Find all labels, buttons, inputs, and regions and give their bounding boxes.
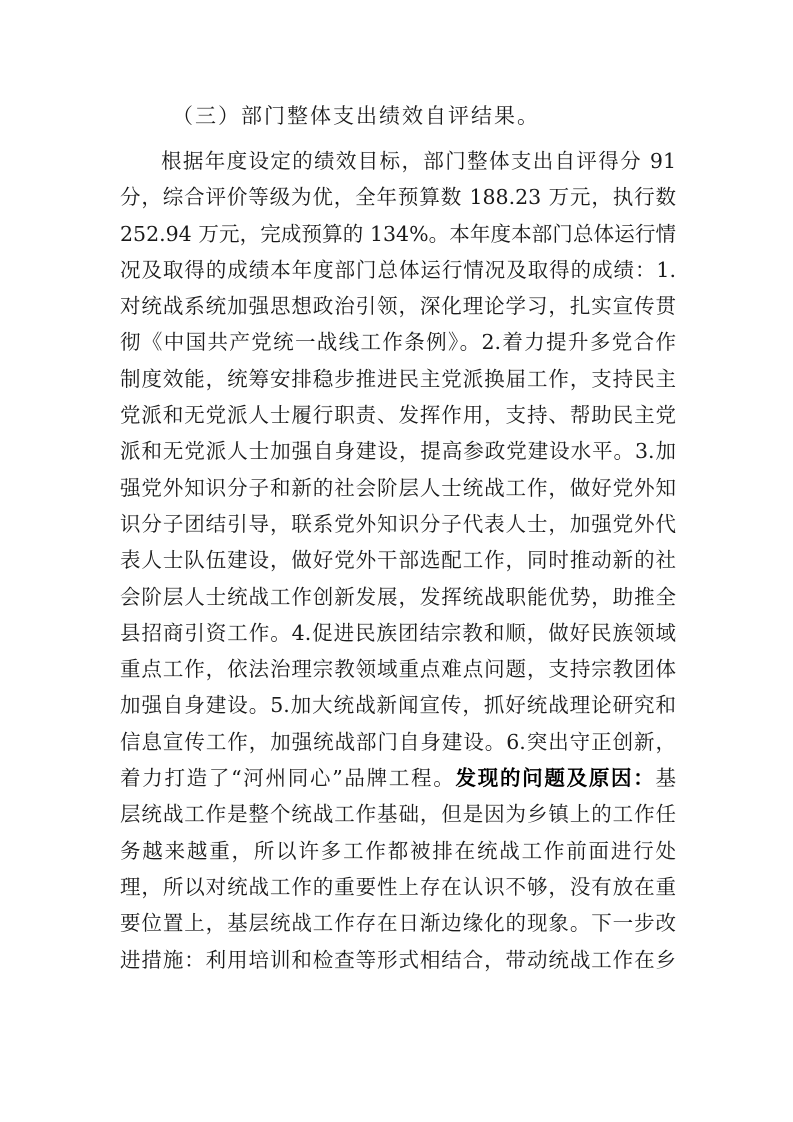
text-line-mixed bbox=[120, 760, 676, 796]
text-line: 重点工作，依法治理宗教领域重点难点问题，支持宗教团体 bbox=[120, 657, 676, 682]
problems-causes-label: 发现的问题及原因： bbox=[455, 766, 656, 791]
text-line: 况及取得的成绩本年度部门总体运行情况及取得的成绩：1. bbox=[120, 257, 676, 282]
text-line: 会阶层人士统战工作创新发展，发挥统战职能优势，助推全 bbox=[120, 584, 676, 609]
text-line: 制度效能，统筹安排稳步推进民主党派换届工作，支持民主 bbox=[120, 366, 676, 391]
text-line: 加强自身建设。5.加大统战新闻宣传，抓好统战理论研究和 bbox=[120, 693, 676, 718]
text-line: 派和无党派人士加强自身建设，提高参政党建设水平。3.加 bbox=[120, 439, 676, 464]
text-line: 要位置上，基层统战工作存在日渐边缘化的现象。下一步改 bbox=[120, 911, 676, 936]
text-line: 强党外知识分子和新的社会阶层人士统战工作，做好党外知 bbox=[120, 475, 676, 500]
text-line: 理，所以对统战工作的重要性上存在认识不够，没有放在重 bbox=[120, 874, 676, 899]
text-line: 层统战工作是整个统战工作基础，但是因为乡镇上的工作任 bbox=[120, 802, 676, 827]
text-line: 县招商引资工作。4.促进民族团结宗教和顺，做好民族领域 bbox=[120, 620, 676, 645]
text-line: 务越来越重，所以许多工作都被排在统战工作前面进行处 bbox=[120, 838, 676, 863]
text-line: 根据年度设定的绩效目标，部门整体支出自评得分 91 bbox=[161, 149, 676, 173]
text-line: 表人士队伍建设，做好党外干部选配工作，同时推动新的社 bbox=[120, 548, 676, 573]
line-text: 基 bbox=[655, 766, 676, 791]
text-line: 信息宣传工作，加强统战部门自身建设。6.突出守正创新， bbox=[120, 729, 676, 754]
text-line: 分，综合评价等级为优，全年预算数 188.23 万元，执行数 bbox=[120, 185, 676, 210]
body-paragraph bbox=[120, 143, 676, 978]
text-line: 党派和无党派人士履行职责、发挥作用，支持、帮助民主党 bbox=[120, 403, 676, 428]
section-heading: （三）部门整体支出绩效自评结果。 bbox=[172, 104, 540, 128]
text-line: 对统战系统加强思想政治引领，深化理论学习，扎实宣传贯 bbox=[120, 294, 676, 319]
text-line: 识分子团结引导，联系党外知识分子代表人士，加强党外代 bbox=[120, 511, 676, 536]
text-line: 进措施：利用培训和检查等形式相结合，带动统战工作在乡 bbox=[120, 947, 676, 972]
text-line: 252.94 万元，完成预算的 134%。本年度本部门总体运行情 bbox=[120, 221, 676, 246]
line-text: 着力打造了“河州同心”品牌工程。 bbox=[120, 766, 456, 791]
text-line: 彻《中国共产党统一战线工作条例》。2.着力提升多党合作 bbox=[120, 330, 676, 355]
